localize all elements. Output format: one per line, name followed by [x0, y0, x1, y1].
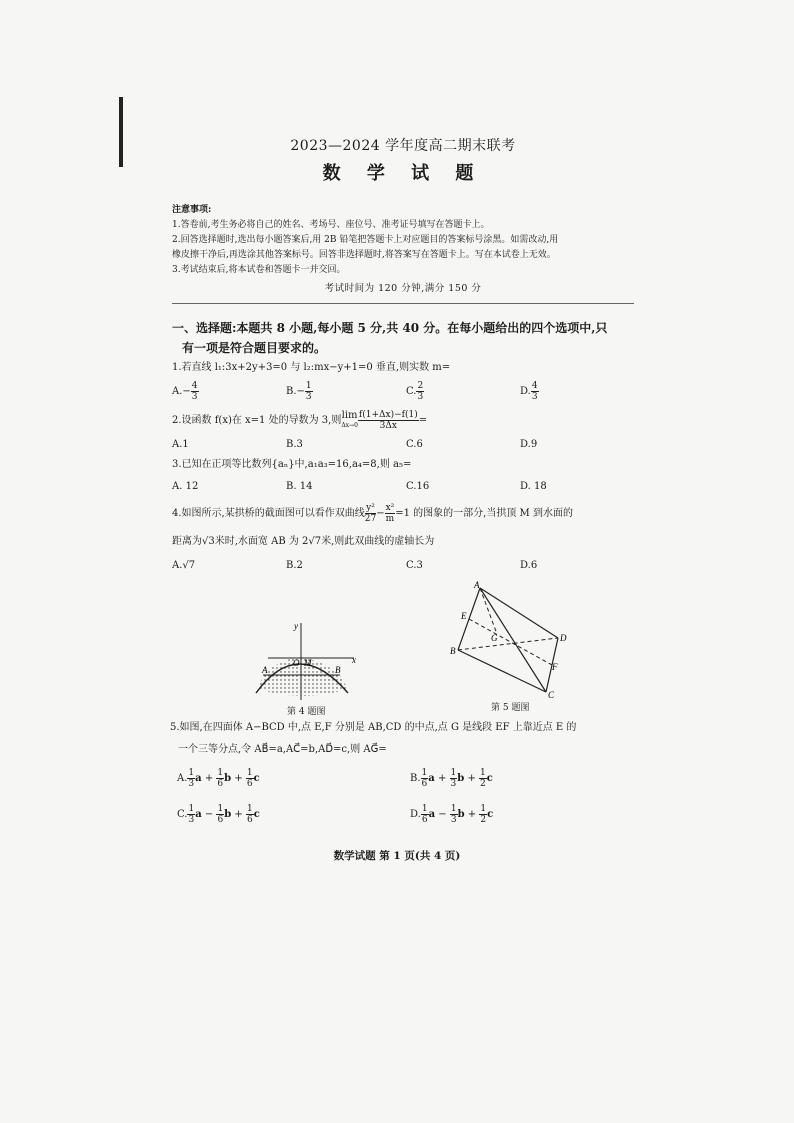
vector: b [224, 773, 232, 784]
q2-stem: 2.设函数 f(x)在 x=1 处的导数为 3,则 [172, 415, 342, 426]
exam-page [172, 135, 634, 576]
page-footer: 数学试题 第 1 页(共 4 页) [333, 850, 461, 862]
label-d: D [560, 633, 567, 643]
numerator: 1 [217, 768, 224, 778]
exam-title: 2023—2024 学年度高二期末联考 [290, 138, 516, 154]
fraction [416, 381, 424, 402]
q2-option-c: C.6 [406, 438, 423, 450]
label-f: F [552, 662, 558, 672]
denominator: 3 [188, 779, 195, 789]
edge-ad [480, 588, 558, 638]
exam-time: 考试时间为 120 分钟,满分 150 分 [324, 283, 482, 294]
fraction [479, 768, 487, 789]
sign: + [467, 773, 476, 784]
fraction [365, 503, 376, 524]
question-4-line2: 距离为√3米时,水面宽 AB 为 2√7米,则此双曲线的虚轴长为 [172, 536, 435, 547]
vector: c [253, 809, 260, 820]
fraction [385, 503, 396, 524]
minus-sign: − [376, 508, 385, 519]
label-y: y [294, 621, 298, 631]
numerator: x² [385, 503, 395, 513]
denominator: 2 [480, 815, 487, 825]
label-b: B [450, 646, 456, 656]
numerator: 1 [450, 768, 457, 778]
denominator: 3 [305, 391, 312, 402]
denominator: m [385, 514, 395, 524]
denominator: 3 [191, 391, 198, 402]
q3-option-d: D. 18 [520, 480, 547, 492]
q4-options [172, 554, 634, 576]
q5-option-c [177, 804, 260, 825]
option-label: D. [520, 385, 531, 397]
option-label: B. [410, 773, 421, 784]
denominator: 6 [246, 815, 253, 825]
vector: a [195, 809, 202, 820]
label-c: C [548, 690, 555, 700]
fraction [421, 804, 429, 825]
numerator: 1 [480, 804, 487, 814]
q5-option-d [410, 804, 493, 825]
notice-block [172, 203, 634, 278]
fraction [216, 768, 224, 789]
option-label: A. [177, 773, 188, 784]
q4-option-c: C.3 [406, 559, 423, 571]
numerator: 1 [246, 804, 253, 814]
vector: a [428, 809, 436, 820]
q2-option-d: D.9 [520, 438, 538, 450]
q3-option-b: B. 14 [286, 480, 313, 492]
fraction [246, 804, 254, 825]
vector: b [224, 809, 232, 820]
numerator: 1 [305, 380, 312, 391]
denominator: 6 [217, 815, 224, 825]
fraction [450, 804, 458, 825]
vector: a [195, 773, 202, 784]
label-b: B [335, 665, 341, 675]
edge-bd [458, 638, 558, 650]
figure-4-hyperbola [248, 615, 368, 700]
q4-option-a: A.√7 [172, 559, 196, 571]
numerator: 2 [417, 380, 424, 391]
vector: b [457, 773, 465, 784]
limit [341, 411, 358, 431]
q4-stem: 4.如图所示,某拱桥的截面图可以看作双曲线 [172, 508, 365, 519]
section-heading [172, 318, 634, 358]
denominator: 6 [217, 779, 224, 789]
q1-option-a [172, 381, 286, 402]
q1-option-b [286, 381, 406, 402]
denominator: 3 [450, 815, 457, 825]
figure-4-caption: 第 4 题图 [287, 707, 326, 717]
numerator: f(1+Δx)−f(1) [358, 410, 418, 420]
sign: + [204, 773, 214, 784]
question-1: 1.若直线 l₁:3x+2y+3=0 与 l₂:mx−y+1=0 垂直,则实数 m= [172, 362, 451, 373]
q2-option-b: B.3 [286, 438, 303, 450]
fraction [305, 381, 313, 402]
option-label: D. [410, 809, 421, 820]
label-a: A [474, 580, 480, 590]
q1-options [172, 378, 634, 404]
option-label: B.− [286, 385, 305, 397]
vector: c [253, 773, 260, 784]
numerator: 1 [246, 768, 253, 778]
denominator: 3 [417, 391, 424, 402]
numerator: 1 [217, 804, 224, 814]
sign: + [234, 809, 243, 820]
fraction [358, 410, 419, 431]
question-5-line2: 一个三等分点,令 AB⃗=a,AC⃗=b,AD⃗=c,则 AG⃗= [178, 744, 387, 755]
vector: c [487, 809, 494, 820]
numerator: 4 [531, 380, 538, 391]
notice-heading: 注意事项: [172, 205, 212, 215]
numerator: 4 [191, 380, 198, 391]
sign: + [437, 773, 447, 784]
sign: − [438, 809, 447, 820]
divider [172, 303, 634, 304]
denominator: 3 [531, 391, 538, 402]
denominator: 3Δx [379, 421, 397, 431]
denominator: 2 [480, 779, 486, 789]
denominator: 6 [421, 779, 428, 789]
lim-word: lim [341, 409, 358, 421]
q4-option-b: B.2 [286, 559, 303, 571]
q4-option-d: D.6 [520, 559, 538, 571]
label-a: A [262, 665, 268, 675]
figure-5-tetrahedron [448, 578, 578, 700]
denominator: 3 [450, 779, 457, 789]
denominator: 3 [188, 815, 195, 825]
denominator: 27 [364, 514, 377, 524]
sign: + [234, 773, 243, 784]
vector: c [486, 773, 493, 784]
notice-item: 3.考试结束后,将本试卷和答题卡一并交回。 [172, 265, 346, 275]
q4-stem-cont: =1 的图象的一部分,当拱顶 M 到水面的 [395, 508, 573, 519]
question-4 [172, 503, 634, 524]
vector: b [457, 809, 465, 820]
notice-item: 橡皮擦干净后,再选涂其他答案标号。回答非选择题时,将答案写在答题卡上。写在本试卷上无效。 [172, 250, 556, 260]
scan-edge-mark [119, 97, 123, 167]
subject-title: 数 学 试 题 [322, 163, 484, 184]
option-label: A.− [172, 385, 191, 397]
numerator: 1 [480, 768, 486, 778]
q3-options [172, 475, 634, 497]
numerator: 1 [188, 804, 195, 814]
q3-option-c: C.16 [406, 480, 430, 492]
q5-option-b [410, 768, 493, 789]
numerator: 1 [450, 804, 457, 814]
fraction [531, 381, 539, 402]
numerator: 1 [421, 804, 428, 814]
q1-option-d [520, 381, 539, 402]
q3-option-a: A. 12 [172, 480, 199, 492]
question-5-line1: 5.如图,在四面体 A−BCD 中,点 E,F 分别是 AB,CD 的中点,点 G 是线段 EF 上靠近点 E 的 [170, 722, 577, 733]
figure-5-caption: 第 5 题图 [491, 703, 530, 713]
section-heading-line2: 有一项是符合题目要求的。 [182, 341, 327, 355]
q5-option-a [177, 768, 260, 789]
label-g: G [491, 633, 498, 643]
question-3: 3.已知在正项等比数列{aₙ}中,a₁a₃=16,a₄=8,则 a₅= [172, 459, 412, 470]
q2-option-a: A.1 [172, 438, 189, 450]
fraction [246, 768, 254, 789]
option-label: C. [177, 809, 188, 820]
fraction [479, 804, 487, 825]
numerator: 1 [421, 768, 428, 778]
label-m: M [304, 658, 312, 668]
lim-sub: Δx→0 [341, 421, 358, 429]
vector: a [428, 773, 435, 784]
sign: − [204, 809, 214, 820]
fraction [191, 381, 199, 402]
q2-equals: = [418, 415, 428, 426]
label-x: x [352, 655, 356, 665]
notice-item: 2.回答选择题时,选出每小题答案后,用 2B 铅笔把答题卡上对应题目的答案标号涂黑。如需改动,用 [172, 235, 559, 245]
notice-item: 1.答卷前,考生务必将自己的姓名、考场号、座位号、准考证号填写在答题卡上。 [172, 220, 490, 230]
numerator: 1 [188, 768, 195, 778]
denominator: 6 [246, 779, 253, 789]
numerator: y² [366, 503, 375, 513]
sign: + [467, 809, 477, 820]
label-e: E [461, 611, 467, 621]
denominator: 6 [421, 815, 428, 825]
q2-options [172, 433, 634, 455]
section-heading-line1: 一、选择题:本题共 8 小题,每小题 5 分,共 40 分。在每小题给出的四个选项中,只 [172, 321, 608, 335]
fraction [187, 768, 195, 789]
label-o: O [293, 658, 300, 668]
option-label: C. [406, 385, 417, 397]
q1-option-c [406, 381, 520, 402]
question-2 [172, 410, 634, 431]
